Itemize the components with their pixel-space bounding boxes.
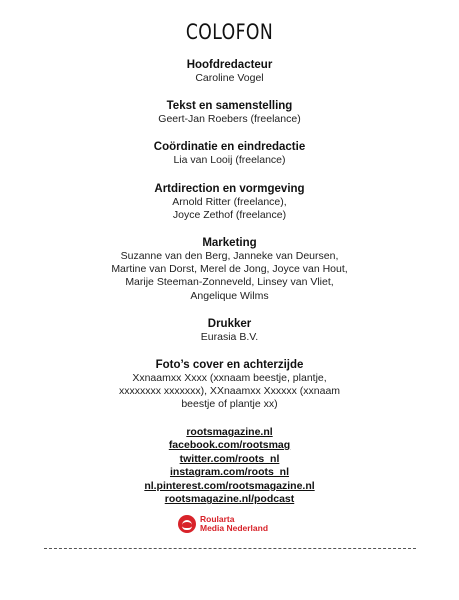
credit-section-artdirection: [0, 182, 459, 222]
credit-section-photos: [0, 358, 459, 412]
link-facebook[interactable]: facebook.com/rootsmag: [168, 439, 291, 452]
link-pinterest[interactable]: nl.pinterest.com/rootsmagazine.nl: [144, 479, 315, 492]
credit-line: Suzanne van den Berg, Janneke van Deursen,: [120, 250, 339, 263]
credit-line: Geert-Jan Roebers (freelance): [158, 113, 301, 126]
section-heading: Drukker: [207, 317, 252, 330]
section-heading: Coördinatie en eindredactie: [153, 141, 306, 154]
credit-line: Martine van Dorst, Merel de Jong, Joyce van Hout,: [111, 263, 348, 276]
cut-line-divider: [44, 548, 416, 549]
credit-line: Angelique Wilms: [190, 289, 269, 302]
credit-section-marketing: [0, 236, 459, 303]
links-list: [0, 426, 459, 507]
credit-section-text: [0, 99, 459, 126]
credit-line: Caroline Vogel: [195, 72, 264, 84]
section-heading: Artdirection en vormgeving: [154, 182, 305, 195]
page-title: COLOFON: [185, 20, 274, 44]
logo-line-1: Roularta: [200, 514, 235, 524]
section-heading: Marketing: [202, 237, 257, 250]
link-website[interactable]: rootsmagazine.nl: [186, 425, 273, 438]
credit-line: Lia van Looij (freelance): [173, 154, 286, 167]
credit-line: beestje of plantje xx): [181, 398, 278, 411]
credits-list: [0, 58, 459, 507]
credit-line: Eurasia B.V.: [200, 330, 259, 343]
link-podcast[interactable]: rootsmagazine.nl/podcast: [164, 493, 295, 506]
link-twitter[interactable]: twitter.com/roots_nl: [179, 452, 280, 465]
credit-line: Xxnaamxx Xxxx (xxnaam beestje, plantje,: [132, 372, 327, 385]
credit-line: Joyce Zethof (freelance): [172, 208, 287, 221]
publisher-logo: [178, 515, 268, 533]
logo-text: [200, 515, 268, 533]
section-heading: Hoofdredacteur: [186, 59, 273, 71]
credit-line: Marije Steeman-Zonneveld, Linsey van Vliet,: [125, 276, 334, 289]
credit-line: Arnold Ritter (freelance),: [172, 195, 287, 208]
roularta-logo-icon: [178, 515, 196, 533]
credit-section-editor: [0, 58, 459, 85]
credit-section-printer: [0, 317, 459, 344]
credit-line: xxxxxxxx xxxxxxx), XXnaamxx Xxxxxx (xxnaam: [118, 385, 341, 398]
section-heading: Tekst en samenstelling: [166, 100, 293, 113]
credit-section-coordination: [0, 140, 459, 167]
link-instagram[interactable]: instagram.com/roots_nl: [169, 466, 290, 479]
logo-line-2: Media Nederland: [200, 523, 269, 533]
section-heading: Foto’s cover en achterzijde: [155, 359, 304, 372]
